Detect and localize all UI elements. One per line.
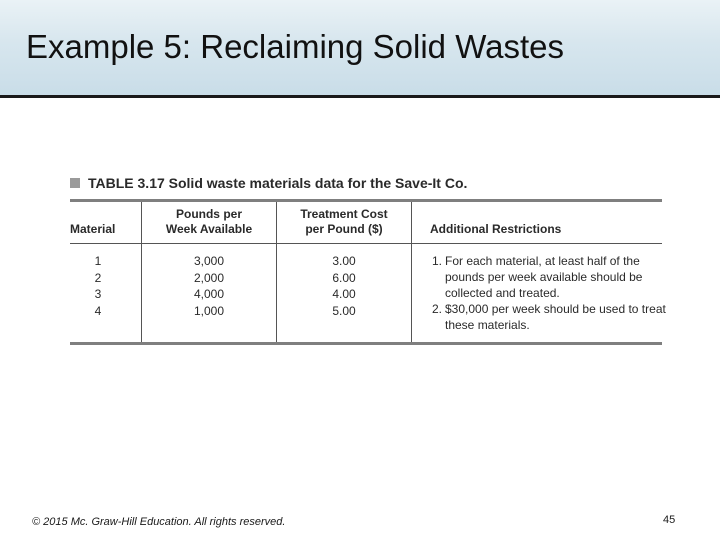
material-cell: 1 xyxy=(94,254,102,268)
table-top-rule xyxy=(70,199,662,202)
restriction-item xyxy=(432,301,667,333)
material-cell: 4 xyxy=(94,303,102,318)
restriction-number: 1. xyxy=(432,254,443,268)
cost-cell: 4.00 xyxy=(332,287,356,301)
restriction-item xyxy=(432,253,667,301)
cost-cell: 6.00 xyxy=(332,270,356,285)
restriction-text: For each material, at least half of the pounds per week available should be collected and treated. xyxy=(445,254,643,300)
pounds-cell: 3,000 xyxy=(193,254,225,268)
cost-column xyxy=(277,253,411,319)
header-material: Material xyxy=(70,222,116,236)
column-divider xyxy=(411,202,412,342)
header-cost: Treatment Cost per Pound ($) xyxy=(300,207,388,236)
cost-cell: 3.00 xyxy=(332,254,356,268)
table-caption-text: TABLE 3.17 Solid waste materials data for the Save-It Co. xyxy=(88,175,468,191)
header-pounds: Pounds per Week Available xyxy=(165,207,253,236)
table-header-rule xyxy=(70,243,662,244)
pounds-cell: 1,000 xyxy=(193,303,225,318)
material-column xyxy=(70,253,126,319)
cost-cell: 5.00 xyxy=(332,303,356,318)
slide-title: Example 5: Reclaiming Solid Wastes xyxy=(26,28,564,65)
caption-square-icon xyxy=(70,178,80,188)
page-number: 45 xyxy=(663,514,676,526)
restriction-text: $30,000 per week should be used to treat these materials. xyxy=(445,302,666,332)
pounds-column xyxy=(142,253,276,319)
table-bottom-rule xyxy=(70,342,662,345)
material-cell: 3 xyxy=(94,287,102,301)
restrictions-list xyxy=(432,253,667,333)
restriction-number: 2. xyxy=(432,302,443,316)
table-caption xyxy=(70,175,467,191)
header-restrictions: Additional Restrictions xyxy=(430,222,562,236)
material-cell: 2 xyxy=(94,270,102,285)
pounds-cell: 4,000 xyxy=(193,287,225,301)
pounds-cell: 2,000 xyxy=(193,270,225,285)
copyright-footer: © 2015 Mc. Graw-Hill Education. All rights reserved. xyxy=(32,516,286,528)
header-divider xyxy=(0,95,720,98)
